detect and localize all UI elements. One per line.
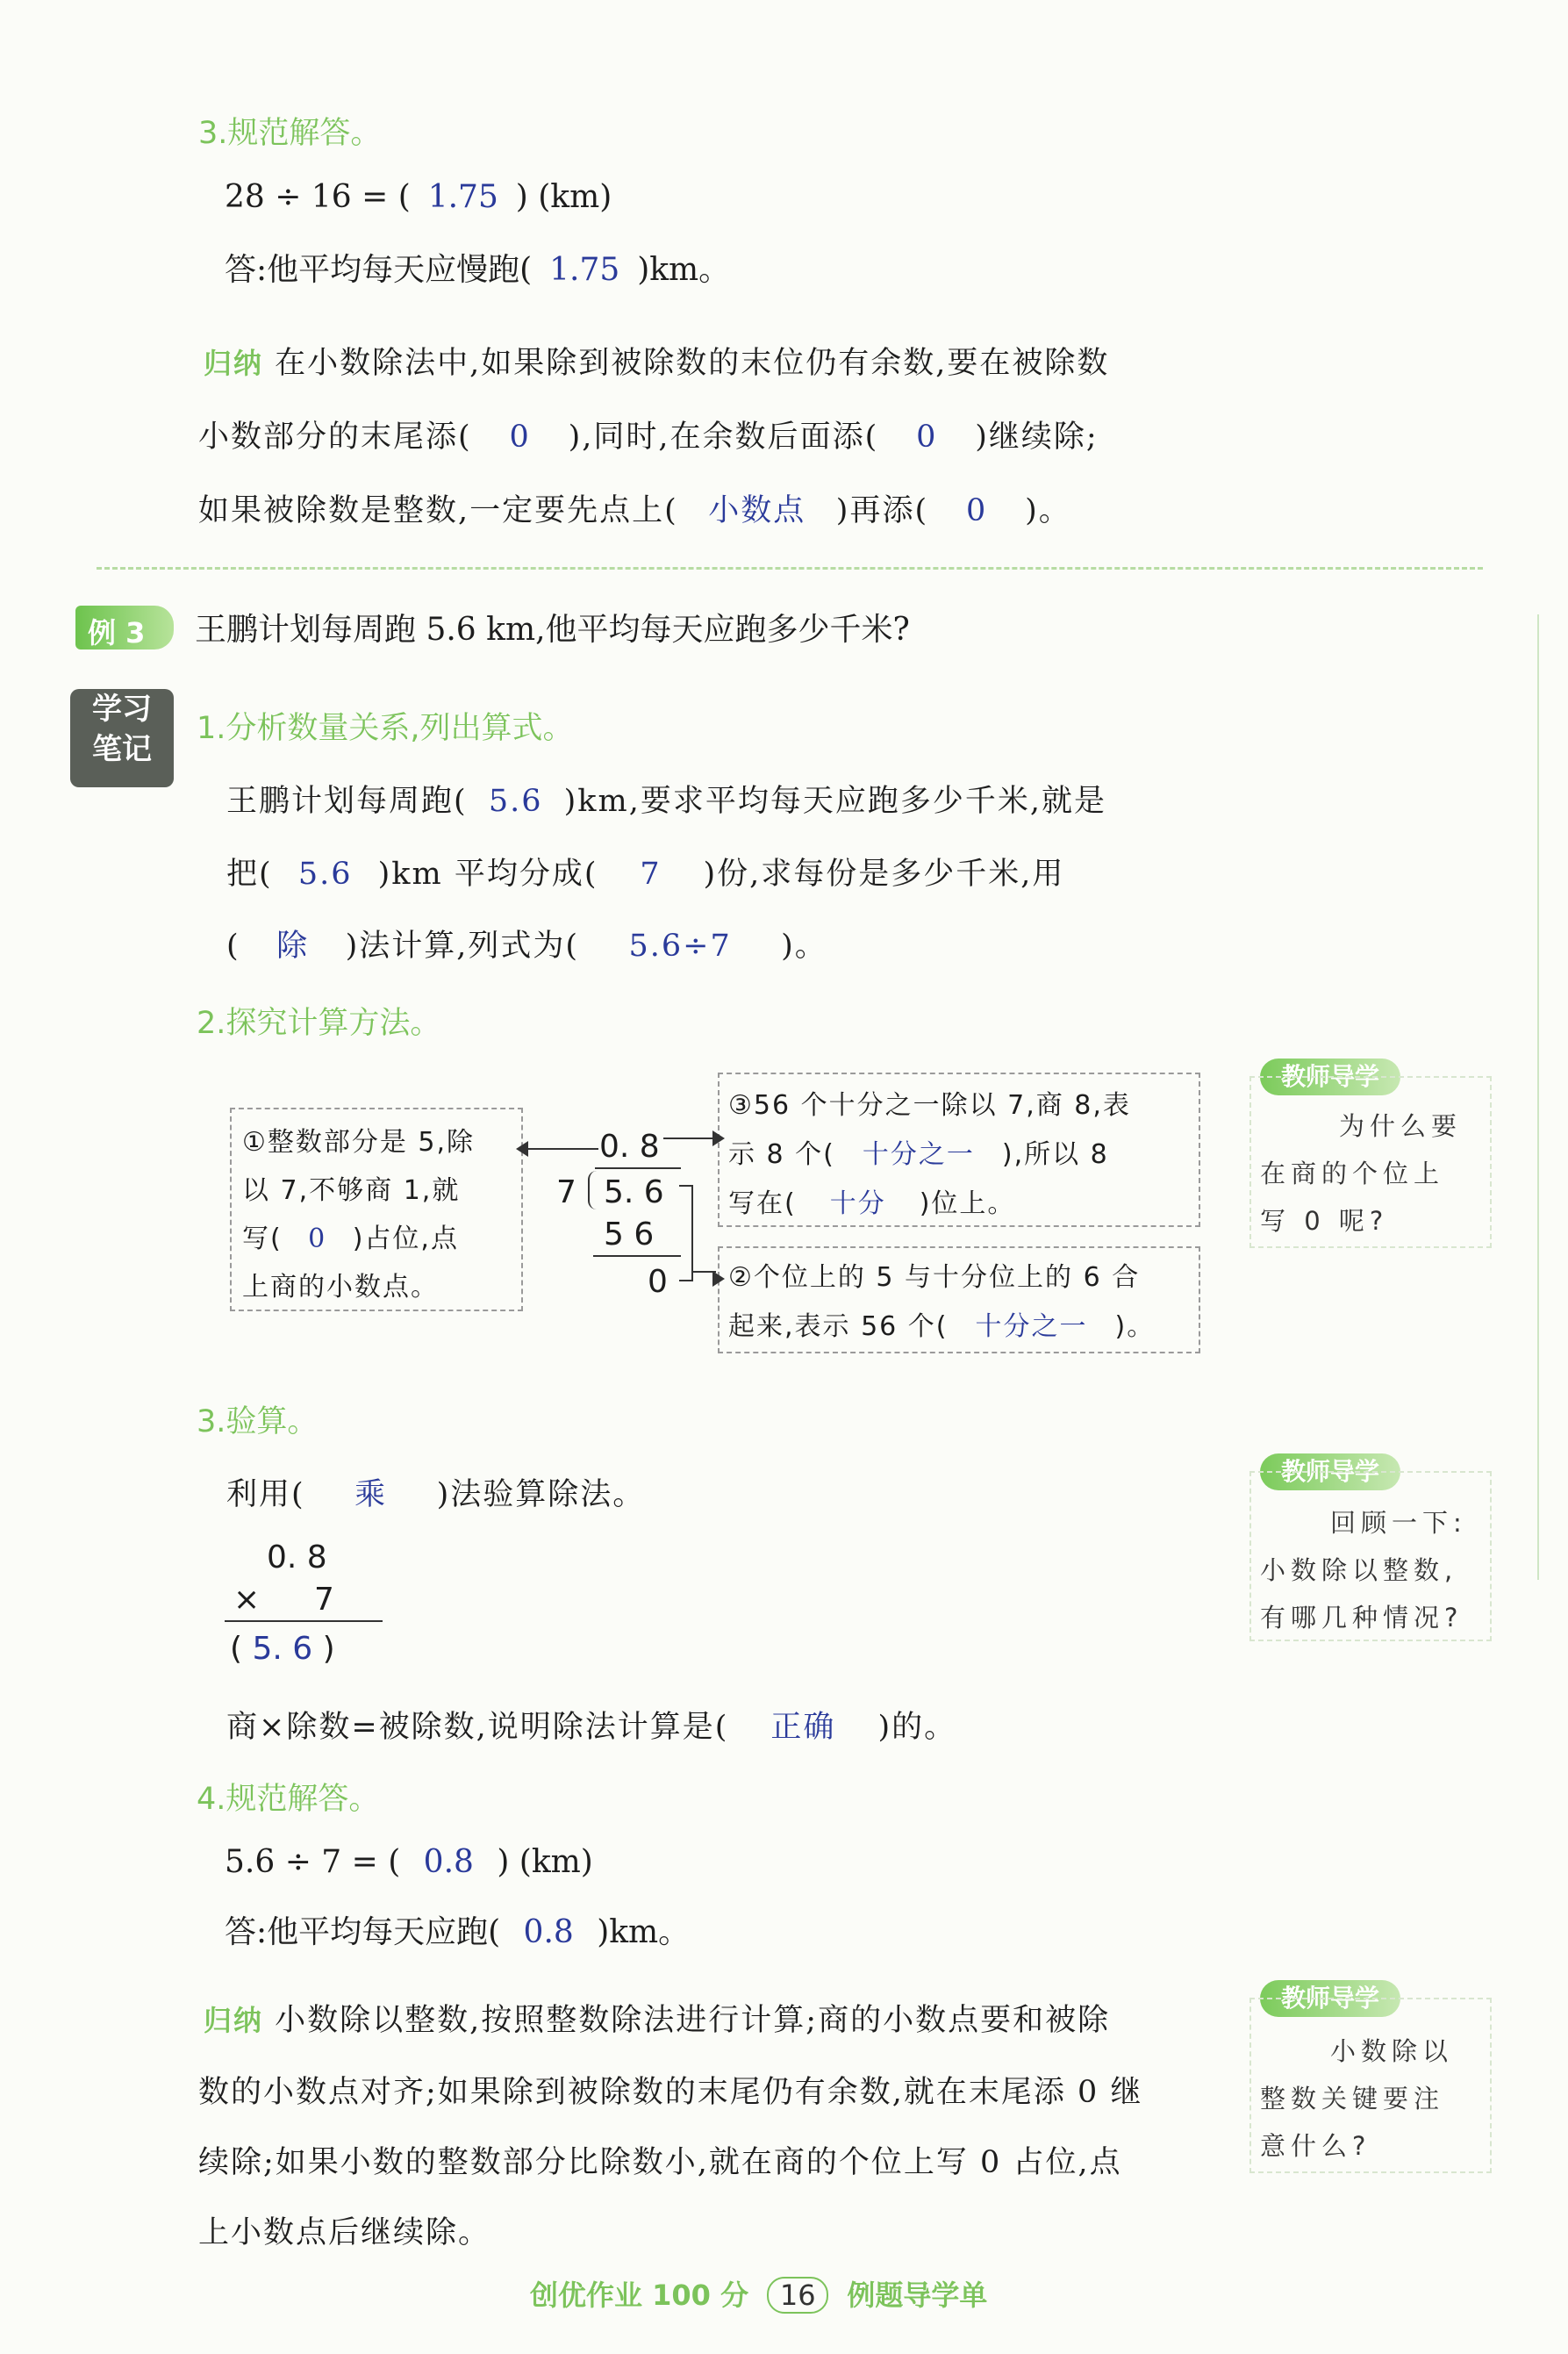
summary-line-1 — [204, 339, 1109, 383]
box3-answer-place: 十分 — [829, 1188, 886, 1219]
study-notes-line-1: 学习 — [92, 692, 152, 727]
section-heading-check: 3.验算。 — [197, 1404, 319, 1439]
analyze-text-3c: )。 — [781, 929, 827, 964]
arrow-right-head-icon-1 — [712, 1130, 725, 1146]
analyze-text-3b: )法计算,列式为( — [345, 929, 580, 964]
analyze-answer-operation: 除 — [276, 929, 310, 964]
footer — [530, 2273, 987, 2314]
answer-line — [225, 252, 731, 288]
check-line-2 — [226, 1703, 956, 1747]
box3-text-2a: 示 8 个( — [728, 1139, 835, 1170]
summary-text-3b: )再添( — [835, 493, 929, 528]
box2-text-2b: )。 — [1114, 1311, 1156, 1342]
summary-text-2a: 小数部分的末尾添( — [198, 420, 472, 455]
margin-line — [1537, 614, 1539, 1580]
summary2-line-1 — [204, 1996, 1110, 2040]
summary-line-2 — [198, 413, 1099, 456]
analyze-answer-distance: 5.6 — [488, 784, 543, 819]
example-question: 王鹏计划每周跑 5.6 km,他平均每天应跑多少千米? — [195, 612, 910, 648]
analyze-text-2c: )份,求每份是多少千米,用 — [703, 857, 1065, 892]
check-text-2b: )的。 — [877, 1710, 957, 1745]
answer-value: 1.75 — [549, 252, 620, 288]
box1-text-3b: )占位,点 — [352, 1224, 459, 1254]
summary2-text-1: 小数除以整数,按照整数除法进行计算;商的小数点要和被除 — [275, 2003, 1111, 2038]
box1-line-2: 以 7,不够商 1,就 — [242, 1175, 461, 1206]
summary-text-2b: ),同时,在余数后面添( — [568, 420, 879, 455]
box1-line-1: ①整数部分是 5,除 — [242, 1127, 476, 1158]
summary-text-3a: 如果被除数是整数,一定要先点上( — [198, 493, 678, 528]
mult-bar — [225, 1620, 383, 1622]
answer-right: )km。 — [637, 252, 731, 288]
tip3-line-2: 整数关键要注 — [1260, 2084, 1445, 2114]
equation2-left: 5.6 ÷ 7 = ( — [225, 1844, 401, 1880]
teacher-tip-3-text — [1260, 2027, 1453, 2170]
box3-line-3 — [728, 1180, 1131, 1229]
equation-left: 28 ÷ 16 = ( — [225, 179, 411, 215]
analyze-text-1b: )km,要求平均每天应跑多少千米,就是 — [563, 784, 1106, 819]
analyze-text-2b: )km 平均分成( — [377, 857, 598, 892]
summary2-tag: 归纳 — [204, 2004, 264, 2037]
summary-answer-decimal-point: 小数点 — [708, 493, 806, 528]
analyze-line-2 — [226, 850, 1064, 894]
section-heading-answer-2: 4.规范解答。 — [197, 1782, 380, 1817]
division-quotient: 0. 8 — [599, 1129, 660, 1165]
check-text-2a: 商×除数=被除数,说明除法计算是( — [226, 1710, 729, 1745]
summary2-line-4: 上小数点后继续除。 — [198, 2215, 491, 2250]
answer2-value: 0.8 — [523, 1914, 574, 1950]
arrow-left-head-icon — [516, 1141, 528, 1157]
equation-answer: 1.75 — [427, 179, 498, 215]
answer2-left: 答:他平均每天应跑( — [225, 1914, 501, 1950]
summary-text-1: 在小数除法中,如果除到被除数的末位仍有余数,要在被除数 — [275, 346, 1110, 381]
box3-answer-unit: 十分之一 — [862, 1139, 975, 1170]
summary-line-3 — [198, 486, 1071, 530]
division-bracket — [588, 1171, 602, 1209]
footer-series-title: 创优作业 100 分 — [530, 2279, 749, 2312]
division-divisor: 7 — [556, 1174, 576, 1210]
tip3-line-1: 小数除以 — [1330, 2036, 1454, 2066]
equation-line — [225, 179, 612, 215]
section-heading-analyze: 1.分析数量关系,列出算式。 — [197, 711, 574, 746]
arrow-to-box2 — [679, 1185, 693, 1281]
box1-line-4: 上商的小数点。 — [242, 1272, 439, 1303]
summary-tag: 归纳 — [204, 347, 264, 380]
analyze-answer-parts: 7 — [640, 857, 662, 892]
analyze-line-3 — [226, 922, 827, 965]
mult-top: 0. 8 — [267, 1539, 327, 1575]
box2-line-1: ②个位上的 5 与十分位上的 6 合 — [728, 1262, 1141, 1293]
page-number: 16 — [767, 2277, 828, 2314]
answer-line-2 — [225, 1914, 691, 1950]
box3-line-1: ③56 个十分之一除以 7,商 8,表 — [728, 1090, 1131, 1121]
equation-line-2 — [225, 1844, 593, 1880]
mult-bottom: 7 — [314, 1582, 334, 1618]
example-badge-label: 例 3 — [88, 616, 146, 650]
explain-box-1-text — [242, 1118, 475, 1311]
box3-text-2b: ),所以 8 — [1001, 1139, 1109, 1170]
box2-answer: 十分之一 — [975, 1311, 1088, 1342]
teacher-tip-1-header: 教师导学 — [1260, 1059, 1400, 1095]
box3-text-3a: 写在( — [728, 1188, 797, 1219]
tip1-line-1: 为什么要 — [1339, 1111, 1463, 1141]
tip2-line-1: 回顾一下: — [1330, 1508, 1467, 1538]
study-notes-line-2: 笔记 — [92, 732, 152, 767]
equation2-right: ) (km) — [497, 1844, 593, 1880]
box3-text-3b: )位上。 — [919, 1188, 1016, 1219]
tip1-line-3: 写 0 呢? — [1260, 1206, 1389, 1236]
box2-text-2a: 起来,表示 56 个( — [728, 1311, 949, 1342]
footer-section-title: 例题导学单 — [847, 2279, 988, 2312]
check-text-1b: )法验算除法。 — [436, 1477, 646, 1512]
mult-result-line — [230, 1631, 335, 1667]
equation-right: ) (km) — [515, 179, 612, 215]
tip1-line-2: 在商的个位上 — [1260, 1159, 1445, 1188]
box1-answer: 0 — [308, 1224, 327, 1254]
teacher-tip-3-header: 教师导学 — [1260, 1980, 1400, 2017]
division-subtract-bar — [593, 1255, 681, 1257]
division-remainder: 0 — [648, 1264, 668, 1300]
arrow-right-head-icon-2 — [712, 1271, 725, 1287]
division-dividend: 5. 6 — [604, 1174, 664, 1210]
division-product: 5 6 — [604, 1216, 655, 1252]
teacher-tip-1-text — [1260, 1102, 1462, 1245]
equation2-answer: 0.8 — [423, 1844, 474, 1880]
box3-line-2 — [728, 1130, 1131, 1180]
analyze-text-3a: ( — [226, 929, 240, 964]
analyze-answer-expression: 5.6÷7 — [628, 929, 732, 964]
arrow-to-box1 — [519, 1148, 598, 1150]
teacher-tip-2-text — [1260, 1499, 1467, 1641]
section-heading-explore: 2.探究计算方法。 — [197, 1006, 441, 1041]
tip2-line-2: 小数除以整数, — [1260, 1555, 1458, 1585]
summary-text-3c: )。 — [1025, 493, 1071, 528]
teacher-tip-2-header: 教师导学 — [1260, 1453, 1400, 1490]
division-quotient-bar — [595, 1167, 681, 1169]
summary2-line-3: 续除;如果小数的整数部分比除数小,就在商的个位上写 0 占位,点 — [198, 2145, 1122, 2180]
summary-answer-zero-1: 0 — [509, 420, 531, 455]
mult-result: 5. 6 — [252, 1631, 313, 1667]
analyze-line-1 — [226, 777, 1106, 821]
tip3-line-3: 意什么? — [1260, 2131, 1371, 2161]
check-answer-operation: 乘 — [354, 1477, 388, 1512]
answer-left: 答:他平均每天应慢跑( — [225, 252, 533, 288]
section-divider — [97, 567, 1483, 570]
check-text-1a: 利用( — [226, 1477, 305, 1512]
check-line-1 — [226, 1470, 645, 1514]
analyze-text-2a: 把( — [226, 857, 273, 892]
summary-text-2c: )继续除; — [975, 420, 1099, 455]
check-answer-result: 正确 — [770, 1710, 836, 1745]
box2-line-2 — [728, 1303, 1155, 1352]
study-notes-badge — [70, 689, 174, 787]
tip2-line-3: 有哪几种情况? — [1260, 1603, 1464, 1633]
analyze-text-1a: 王鹏计划每周跑( — [226, 784, 468, 819]
mult-sign: × — [233, 1582, 261, 1618]
explain-box-3-text — [728, 1081, 1131, 1229]
summary-answer-zero-2: 0 — [916, 420, 938, 455]
answer2-right: )km。 — [597, 1914, 691, 1950]
mult-result-close: ) — [322, 1631, 335, 1667]
box1-line-3 — [242, 1215, 475, 1263]
summary-answer-zero-3: 0 — [965, 493, 988, 528]
arrow-to-box3 — [663, 1138, 718, 1139]
section-heading-answer: 3.规范解答。 — [198, 116, 382, 151]
summary2-line-2: 数的小数点对齐;如果除到被除数的末尾仍有余数,就在末尾添 0 继 — [198, 2075, 1143, 2110]
example-badge — [75, 606, 174, 650]
box1-text-3a: 写( — [242, 1224, 283, 1254]
analyze-answer-total: 5.6 — [297, 857, 353, 892]
mult-result-open: ( — [230, 1631, 243, 1667]
explain-box-2-text — [728, 1253, 1155, 1352]
